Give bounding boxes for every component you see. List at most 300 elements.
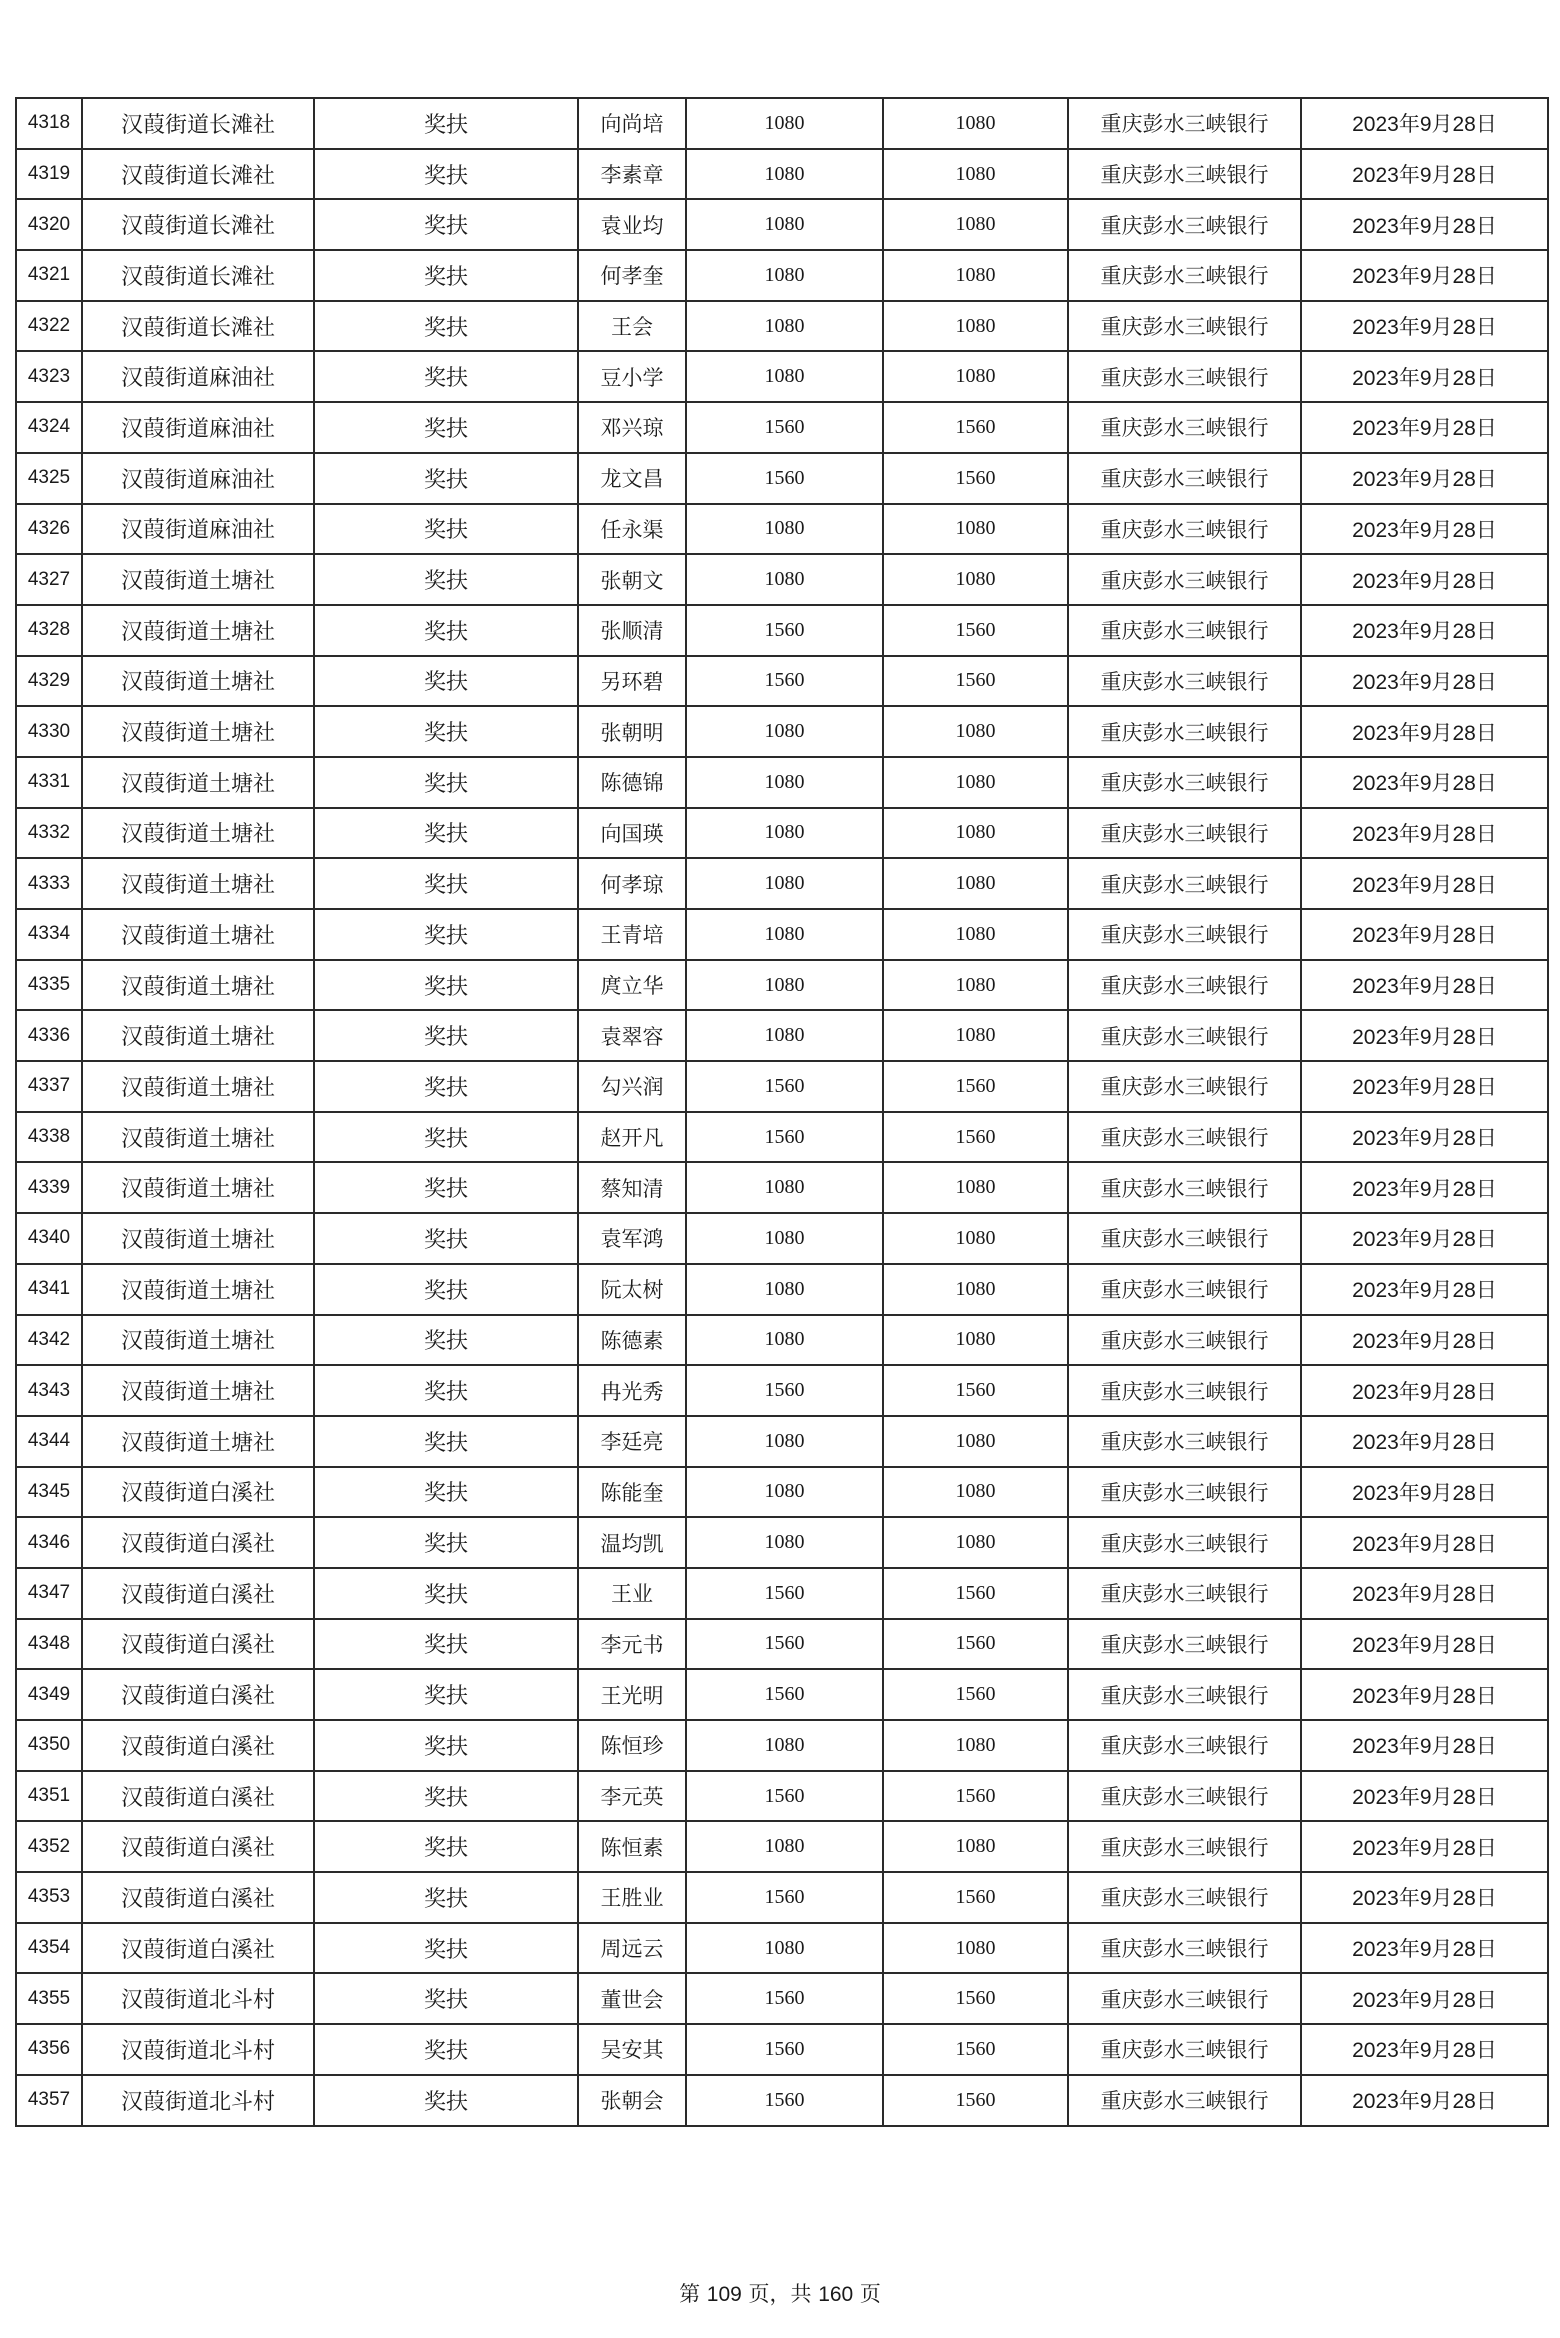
type-cell: 奖扶 [314, 1821, 578, 1872]
paid-amount-cell: 1080 [883, 757, 1068, 808]
name-cell: 王光明 [578, 1669, 686, 1720]
date-cell: 2023年9月28日 [1301, 2075, 1548, 2126]
table-row [16, 1821, 1548, 1872]
date-cell: 2023年9月28日 [1301, 1467, 1548, 1518]
name-cell: 陈恒素 [578, 1821, 686, 1872]
paid-amount-cell: 1080 [883, 808, 1068, 859]
amount-cell: 1560 [686, 2024, 883, 2075]
area-cell: 汉葭街道土塘社 [82, 605, 314, 656]
name-cell: 何孝琼 [578, 858, 686, 909]
area-cell: 汉葭街道土塘社 [82, 1365, 314, 1416]
bank-cell: 重庆彭水三峡银行 [1068, 1162, 1301, 1213]
name-cell: 王胜业 [578, 1872, 686, 1923]
type-cell: 奖扶 [314, 1923, 578, 1974]
row-number: 4322 [16, 301, 82, 352]
type-cell: 奖扶 [314, 1061, 578, 1112]
date-cell: 2023年9月28日 [1301, 1162, 1548, 1213]
row-number: 4328 [16, 605, 82, 656]
paid-amount-cell: 1560 [883, 1568, 1068, 1619]
table-row [16, 858, 1548, 909]
paid-amount-cell: 1080 [883, 301, 1068, 352]
bank-cell: 重庆彭水三峡银行 [1068, 250, 1301, 301]
page-footer [0, 2278, 1560, 2308]
row-number: 4340 [16, 1213, 82, 1264]
area-cell: 汉葭街道土塘社 [82, 1112, 314, 1163]
table-row [16, 1365, 1548, 1416]
bank-cell: 重庆彭水三峡银行 [1068, 1669, 1301, 1720]
area-cell: 汉葭街道土塘社 [82, 1010, 314, 1061]
area-cell: 汉葭街道白溪社 [82, 1467, 314, 1518]
area-cell: 汉葭街道土塘社 [82, 909, 314, 960]
area-cell: 汉葭街道白溪社 [82, 1771, 314, 1822]
area-cell: 汉葭街道长滩社 [82, 149, 314, 200]
type-cell: 奖扶 [314, 1973, 578, 2024]
area-cell: 汉葭街道白溪社 [82, 1923, 314, 1974]
bank-cell: 重庆彭水三峡银行 [1068, 909, 1301, 960]
type-cell: 奖扶 [314, 250, 578, 301]
area-cell: 汉葭街道长滩社 [82, 301, 314, 352]
row-number: 4357 [16, 2075, 82, 2126]
amount-cell: 1080 [686, 1315, 883, 1366]
table-body [16, 98, 1548, 2126]
type-cell: 奖扶 [314, 1315, 578, 1366]
amount-cell: 1080 [686, 351, 883, 402]
table-row [16, 554, 1548, 605]
paid-amount-cell: 1560 [883, 1365, 1068, 1416]
area-cell: 汉葭街道土塘社 [82, 1264, 314, 1315]
row-number: 4346 [16, 1517, 82, 1568]
bank-cell: 重庆彭水三峡银行 [1068, 199, 1301, 250]
name-cell: 袁业均 [578, 199, 686, 250]
amount-cell: 1080 [686, 98, 883, 149]
date-cell: 2023年9月28日 [1301, 2024, 1548, 2075]
name-cell: 温均凯 [578, 1517, 686, 1568]
date-cell: 2023年9月28日 [1301, 1416, 1548, 1467]
type-cell: 奖扶 [314, 1720, 578, 1771]
bank-cell: 重庆彭水三峡银行 [1068, 1923, 1301, 1974]
row-number: 4332 [16, 808, 82, 859]
area-cell: 汉葭街道白溪社 [82, 1872, 314, 1923]
paid-amount-cell: 1080 [883, 909, 1068, 960]
row-number: 4352 [16, 1821, 82, 1872]
amount-cell: 1080 [686, 504, 883, 555]
area-cell: 汉葭街道麻油社 [82, 351, 314, 402]
paid-amount-cell: 1080 [883, 554, 1068, 605]
paid-amount-cell: 1560 [883, 2075, 1068, 2126]
paid-amount-cell: 1560 [883, 1619, 1068, 1670]
table-row [16, 1669, 1548, 1720]
type-cell: 奖扶 [314, 1872, 578, 1923]
area-cell: 汉葭街道麻油社 [82, 504, 314, 555]
amount-cell: 1080 [686, 250, 883, 301]
area-cell: 汉葭街道北斗村 [82, 2075, 314, 2126]
amount-cell: 1560 [686, 453, 883, 504]
name-cell: 李素章 [578, 149, 686, 200]
paid-amount-cell: 1560 [883, 1669, 1068, 1720]
amount-cell: 1560 [686, 2075, 883, 2126]
name-cell: 王会 [578, 301, 686, 352]
amount-cell: 1560 [686, 1973, 883, 2024]
table-row [16, 98, 1548, 149]
amount-cell: 1080 [686, 199, 883, 250]
paid-amount-cell: 1560 [883, 1872, 1068, 1923]
table-row [16, 1162, 1548, 1213]
table-row [16, 1771, 1548, 1822]
bank-cell: 重庆彭水三峡银行 [1068, 656, 1301, 707]
table-row [16, 1315, 1548, 1366]
date-cell: 2023年9月28日 [1301, 757, 1548, 808]
name-cell: 吴安其 [578, 2024, 686, 2075]
table-row [16, 250, 1548, 301]
date-cell: 2023年9月28日 [1301, 808, 1548, 859]
paid-amount-cell: 1560 [883, 605, 1068, 656]
name-cell: 张朝文 [578, 554, 686, 605]
paid-amount-cell: 1080 [883, 1720, 1068, 1771]
table-row [16, 1416, 1548, 1467]
name-cell: 袁翠容 [578, 1010, 686, 1061]
paid-amount-cell: 1080 [883, 1213, 1068, 1264]
area-cell: 汉葭街道白溪社 [82, 1821, 314, 1872]
row-number: 4329 [16, 656, 82, 707]
type-cell: 奖扶 [314, 757, 578, 808]
type-cell: 奖扶 [314, 1669, 578, 1720]
name-cell: 陈德素 [578, 1315, 686, 1366]
amount-cell: 1080 [686, 1720, 883, 1771]
row-number: 4319 [16, 149, 82, 200]
row-number: 4343 [16, 1365, 82, 1416]
table-row [16, 1517, 1548, 1568]
row-number: 4342 [16, 1315, 82, 1366]
table-row [16, 2075, 1548, 2126]
row-number: 4355 [16, 1973, 82, 2024]
paid-amount-cell: 1080 [883, 1264, 1068, 1315]
name-cell: 龙文昌 [578, 453, 686, 504]
row-number: 4348 [16, 1619, 82, 1670]
bank-cell: 重庆彭水三峡银行 [1068, 960, 1301, 1011]
area-cell: 汉葭街道土塘社 [82, 960, 314, 1011]
paid-amount-cell: 1080 [883, 351, 1068, 402]
table-row [16, 453, 1548, 504]
row-number: 4321 [16, 250, 82, 301]
amount-cell: 1080 [686, 1517, 883, 1568]
row-number: 4334 [16, 909, 82, 960]
row-number: 4323 [16, 351, 82, 402]
name-cell: 何孝奎 [578, 250, 686, 301]
amount-cell: 1080 [686, 149, 883, 200]
amount-cell: 1080 [686, 1821, 883, 1872]
area-cell: 汉葭街道土塘社 [82, 656, 314, 707]
amount-cell: 1080 [686, 301, 883, 352]
paid-amount-cell: 1080 [883, 1416, 1068, 1467]
area-cell: 汉葭街道白溪社 [82, 1619, 314, 1670]
bank-cell: 重庆彭水三峡银行 [1068, 1568, 1301, 1619]
paid-amount-cell: 1080 [883, 199, 1068, 250]
area-cell: 汉葭街道白溪社 [82, 1669, 314, 1720]
name-cell: 张朝会 [578, 2075, 686, 2126]
table-row [16, 808, 1548, 859]
area-cell: 汉葭街道土塘社 [82, 554, 314, 605]
area-cell: 汉葭街道麻油社 [82, 402, 314, 453]
bank-cell: 重庆彭水三峡银行 [1068, 98, 1301, 149]
area-cell: 汉葭街道土塘社 [82, 858, 314, 909]
payment-table-container [15, 97, 1547, 2127]
paid-amount-cell: 1080 [883, 1923, 1068, 1974]
name-cell: 陈德锦 [578, 757, 686, 808]
name-cell: 张朝明 [578, 706, 686, 757]
table-row [16, 149, 1548, 200]
date-cell: 2023年9月28日 [1301, 1973, 1548, 2024]
bank-cell: 重庆彭水三峡银行 [1068, 1264, 1301, 1315]
area-cell: 汉葭街道土塘社 [82, 1315, 314, 1366]
table-row [16, 1010, 1548, 1061]
area-cell: 汉葭街道白溪社 [82, 1568, 314, 1619]
date-cell: 2023年9月28日 [1301, 1061, 1548, 1112]
amount-cell: 1560 [686, 656, 883, 707]
type-cell: 奖扶 [314, 1365, 578, 1416]
row-number: 4331 [16, 757, 82, 808]
type-cell: 奖扶 [314, 909, 578, 960]
bank-cell: 重庆彭水三峡银行 [1068, 453, 1301, 504]
row-number: 4324 [16, 402, 82, 453]
table-row [16, 199, 1548, 250]
area-cell: 汉葭街道土塘社 [82, 1416, 314, 1467]
table-row [16, 1923, 1548, 1974]
area-cell: 汉葭街道北斗村 [82, 1973, 314, 2024]
table-row [16, 909, 1548, 960]
bank-cell: 重庆彭水三峡银行 [1068, 858, 1301, 909]
date-cell: 2023年9月28日 [1301, 1010, 1548, 1061]
paid-amount-cell: 1080 [883, 149, 1068, 200]
type-cell: 奖扶 [314, 1467, 578, 1518]
date-cell: 2023年9月28日 [1301, 960, 1548, 1011]
bank-cell: 重庆彭水三峡银行 [1068, 1315, 1301, 1366]
bank-cell: 重庆彭水三峡银行 [1068, 402, 1301, 453]
type-cell: 奖扶 [314, 808, 578, 859]
date-cell: 2023年9月28日 [1301, 554, 1548, 605]
amount-cell: 1080 [686, 1416, 883, 1467]
table-row [16, 960, 1548, 1011]
date-cell: 2023年9月28日 [1301, 1619, 1548, 1670]
bank-cell: 重庆彭水三峡银行 [1068, 1416, 1301, 1467]
row-number: 4347 [16, 1568, 82, 1619]
paid-amount-cell: 1080 [883, 1162, 1068, 1213]
area-cell: 汉葭街道土塘社 [82, 1162, 314, 1213]
table-row [16, 1213, 1548, 1264]
area-cell: 汉葭街道土塘社 [82, 1213, 314, 1264]
date-cell: 2023年9月28日 [1301, 199, 1548, 250]
date-cell: 2023年9月28日 [1301, 1112, 1548, 1163]
name-cell: 董世会 [578, 1973, 686, 2024]
date-cell: 2023年9月28日 [1301, 98, 1548, 149]
area-cell: 汉葭街道土塘社 [82, 757, 314, 808]
table-row [16, 1720, 1548, 1771]
type-cell: 奖扶 [314, 1264, 578, 1315]
row-number: 4335 [16, 960, 82, 1011]
type-cell: 奖扶 [314, 98, 578, 149]
total-page-count: 160 [818, 2283, 854, 2306]
bank-cell: 重庆彭水三峡银行 [1068, 554, 1301, 605]
row-number: 4327 [16, 554, 82, 605]
date-cell: 2023年9月28日 [1301, 1771, 1548, 1822]
row-number: 4333 [16, 858, 82, 909]
type-cell: 奖扶 [314, 1010, 578, 1061]
bank-cell: 重庆彭水三峡银行 [1068, 1213, 1301, 1264]
type-cell: 奖扶 [314, 2024, 578, 2075]
bank-cell: 重庆彭水三峡银行 [1068, 1619, 1301, 1670]
date-cell: 2023年9月28日 [1301, 453, 1548, 504]
table-row [16, 757, 1548, 808]
date-cell: 2023年9月28日 [1301, 1365, 1548, 1416]
table-row [16, 1264, 1548, 1315]
date-cell: 2023年9月28日 [1301, 1872, 1548, 1923]
amount-cell: 1080 [686, 808, 883, 859]
amount-cell: 1080 [686, 757, 883, 808]
footer-suffix: 页 [859, 2282, 881, 2306]
table-row [16, 504, 1548, 555]
row-number: 4354 [16, 1923, 82, 1974]
table-row [16, 1467, 1548, 1518]
table-row [16, 1619, 1548, 1670]
name-cell: 袁军鸿 [578, 1213, 686, 1264]
amount-cell: 1080 [686, 1213, 883, 1264]
table-row [16, 402, 1548, 453]
type-cell: 奖扶 [314, 656, 578, 707]
table-row [16, 301, 1548, 352]
date-cell: 2023年9月28日 [1301, 504, 1548, 555]
type-cell: 奖扶 [314, 1568, 578, 1619]
type-cell: 奖扶 [314, 149, 578, 200]
bank-cell: 重庆彭水三峡银行 [1068, 1973, 1301, 2024]
name-cell: 豆小学 [578, 351, 686, 402]
type-cell: 奖扶 [314, 402, 578, 453]
date-cell: 2023年9月28日 [1301, 301, 1548, 352]
row-number: 4356 [16, 2024, 82, 2075]
date-cell: 2023年9月28日 [1301, 656, 1548, 707]
row-number: 4353 [16, 1872, 82, 1923]
payment-table [15, 97, 1549, 2127]
paid-amount-cell: 1560 [883, 1112, 1068, 1163]
type-cell: 奖扶 [314, 1213, 578, 1264]
name-cell: 张顺清 [578, 605, 686, 656]
type-cell: 奖扶 [314, 504, 578, 555]
paid-amount-cell: 1080 [883, 1821, 1068, 1872]
paid-amount-cell: 1080 [883, 706, 1068, 757]
bank-cell: 重庆彭水三峡银行 [1068, 1112, 1301, 1163]
row-number: 4349 [16, 1669, 82, 1720]
type-cell: 奖扶 [314, 351, 578, 402]
area-cell: 汉葭街道白溪社 [82, 1517, 314, 1568]
amount-cell: 1080 [686, 1162, 883, 1213]
name-cell: 向尚培 [578, 98, 686, 149]
bank-cell: 重庆彭水三峡银行 [1068, 2024, 1301, 2075]
name-cell: 勾兴润 [578, 1061, 686, 1112]
row-number: 4344 [16, 1416, 82, 1467]
amount-cell: 1560 [686, 1568, 883, 1619]
bank-cell: 重庆彭水三峡银行 [1068, 1771, 1301, 1822]
amount-cell: 1560 [686, 1061, 883, 1112]
date-cell: 2023年9月28日 [1301, 909, 1548, 960]
paid-amount-cell: 1080 [883, 98, 1068, 149]
date-cell: 2023年9月28日 [1301, 858, 1548, 909]
row-number: 4345 [16, 1467, 82, 1518]
name-cell: 向国瑛 [578, 808, 686, 859]
name-cell: 王青培 [578, 909, 686, 960]
bank-cell: 重庆彭水三峡银行 [1068, 504, 1301, 555]
footer-middle: 页，共 [748, 2282, 812, 2306]
date-cell: 2023年9月28日 [1301, 1720, 1548, 1771]
date-cell: 2023年9月28日 [1301, 706, 1548, 757]
amount-cell: 1560 [686, 1669, 883, 1720]
paid-amount-cell: 1560 [883, 402, 1068, 453]
bank-cell: 重庆彭水三峡银行 [1068, 706, 1301, 757]
amount-cell: 1080 [686, 1923, 883, 1974]
date-cell: 2023年9月28日 [1301, 1821, 1548, 1872]
amount-cell: 1080 [686, 1264, 883, 1315]
name-cell: 邓兴琼 [578, 402, 686, 453]
amount-cell: 1560 [686, 1619, 883, 1670]
paid-amount-cell: 1560 [883, 453, 1068, 504]
name-cell: 李廷亮 [578, 1416, 686, 1467]
name-cell: 阮太树 [578, 1264, 686, 1315]
row-number: 4338 [16, 1112, 82, 1163]
bank-cell: 重庆彭水三峡银行 [1068, 301, 1301, 352]
bank-cell: 重庆彭水三峡银行 [1068, 1517, 1301, 1568]
area-cell: 汉葭街道土塘社 [82, 1061, 314, 1112]
date-cell: 2023年9月28日 [1301, 1669, 1548, 1720]
date-cell: 2023年9月28日 [1301, 1264, 1548, 1315]
row-number: 4330 [16, 706, 82, 757]
area-cell: 汉葭街道麻油社 [82, 453, 314, 504]
date-cell: 2023年9月28日 [1301, 1517, 1548, 1568]
date-cell: 2023年9月28日 [1301, 402, 1548, 453]
type-cell: 奖扶 [314, 301, 578, 352]
amount-cell: 1560 [686, 1872, 883, 1923]
area-cell: 汉葭街道长滩社 [82, 199, 314, 250]
table-row [16, 1568, 1548, 1619]
date-cell: 2023年9月28日 [1301, 351, 1548, 402]
area-cell: 汉葭街道长滩社 [82, 250, 314, 301]
table-row [16, 351, 1548, 402]
bank-cell: 重庆彭水三峡银行 [1068, 757, 1301, 808]
table-row [16, 1872, 1548, 1923]
amount-cell: 1080 [686, 706, 883, 757]
type-cell: 奖扶 [314, 2075, 578, 2126]
name-cell: 蔡知清 [578, 1162, 686, 1213]
name-cell: 陈恒珍 [578, 1720, 686, 1771]
type-cell: 奖扶 [314, 1771, 578, 1822]
area-cell: 汉葭街道白溪社 [82, 1720, 314, 1771]
type-cell: 奖扶 [314, 960, 578, 1011]
type-cell: 奖扶 [314, 1162, 578, 1213]
amount-cell: 1080 [686, 909, 883, 960]
amount-cell: 1560 [686, 1112, 883, 1163]
name-cell: 王业 [578, 1568, 686, 1619]
paid-amount-cell: 1080 [883, 960, 1068, 1011]
row-number: 4336 [16, 1010, 82, 1061]
bank-cell: 重庆彭水三峡银行 [1068, 1467, 1301, 1518]
paid-amount-cell: 1080 [883, 1467, 1068, 1518]
name-cell: 冉光秀 [578, 1365, 686, 1416]
area-cell: 汉葭街道长滩社 [82, 98, 314, 149]
paid-amount-cell: 1080 [883, 250, 1068, 301]
amount-cell: 1080 [686, 1010, 883, 1061]
date-cell: 2023年9月28日 [1301, 605, 1548, 656]
amount-cell: 1560 [686, 1365, 883, 1416]
type-cell: 奖扶 [314, 453, 578, 504]
bank-cell: 重庆彭水三峡银行 [1068, 351, 1301, 402]
row-number: 4341 [16, 1264, 82, 1315]
row-number: 4326 [16, 504, 82, 555]
